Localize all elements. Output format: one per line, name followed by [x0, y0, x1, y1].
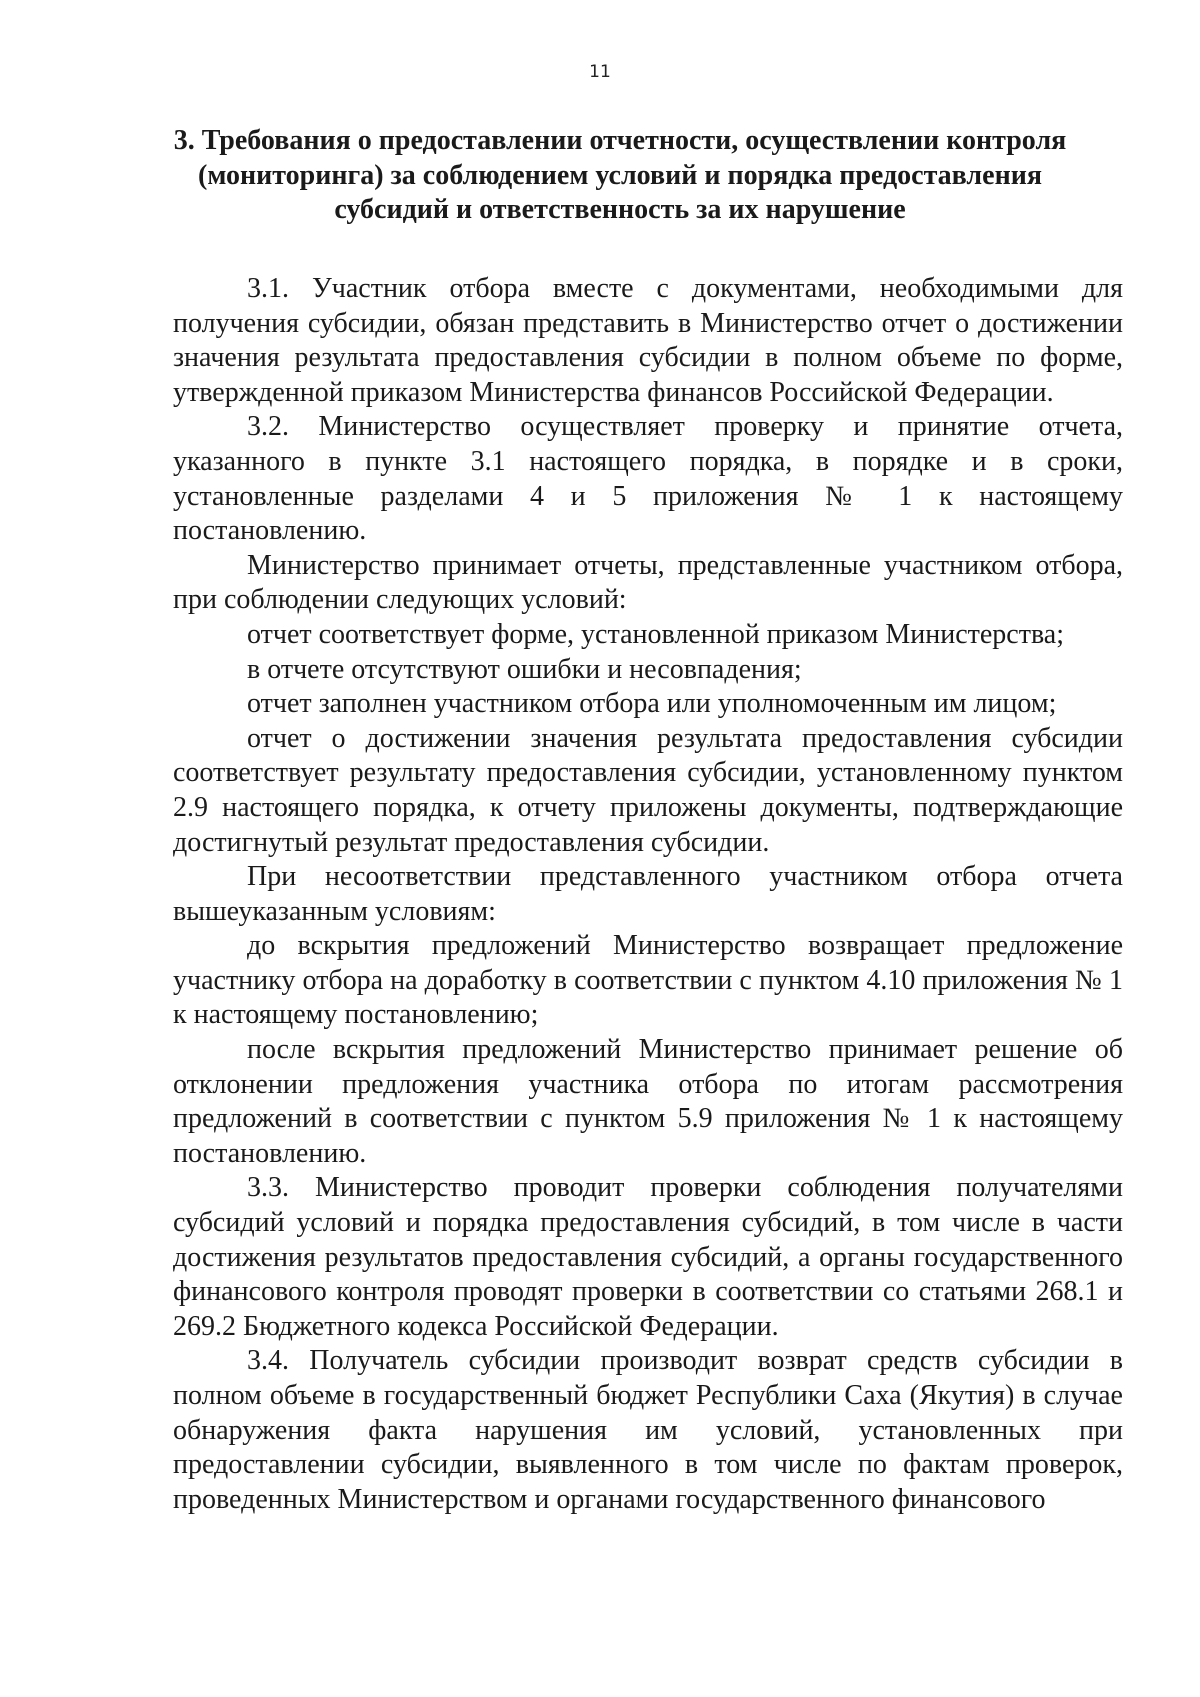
paragraph-nonconformity: При несоответствии представленного участником отбора отчета вышеуказанным условиям: — [173, 861, 1123, 927]
paragraph-3-3: 3.3. Министерство проводит проверки соблюдения получателями субсидий условий и порядка предоставления субсидий, в том числе в части достижения результатов предоставления субсидий, а органы государственного финансового контроля проводят проверки в соответствии со статьями 268.1 и 269.2 Бюджетного кодекса Российской Федерации. — [173, 1172, 1123, 1342]
paragraph-3-4: 3.4. Получатель субсидии производит возврат средств субсидии в полном объеме в государственный бюджет Республики Саха (Якутия) в случае обнаружения факта нарушения им условий, установленных при предоставлении субсидии, выявленного в том числе по фактам проверок, проведенных Министерством и органами государственного финансового — [173, 1345, 1123, 1515]
paragraph-3-2: 3.2. Министерство осуществляет проверку и принятие отчета, указанного в пункте 3.1 настоящего порядка, в порядке и в сроки, установленные разделами 4 и 5 приложения № 1 к настоящему постановлению. — [173, 411, 1123, 547]
nonconformity-item: до вскрытия предложений Министерство возвращает предложение участнику отбора на доработку в соответствии с пунктом 4.10 приложения № 1 к настоящему постановлению; — [173, 930, 1123, 1031]
condition-item: отчет о достижении значения результата предоставления субсидии соответствует результату предоставления субсидии, установленному пунктом 2.9 настоящего порядка, к отчету приложены документы, подтверждающие достигнутый результат предоставления субсидии. — [173, 722, 1123, 858]
section-heading: 3. Требования о предоставлении отчетности, осуществлении контроля (мониторинга) за соблюдением условий и порядка предоставления субсидий и ответственность за их нарушение — [173, 125, 1067, 225]
document-body — [173, 272, 1123, 1517]
paragraph-acceptance-conditions: Министерство принимает отчеты, представленные участником отбора, при соблюдении следующих условий: — [173, 549, 1123, 616]
condition-item: отчет соответствует форме, установленной приказом Министерства; — [247, 618, 1065, 650]
condition-item: в отчете отсутствуют ошибки и несовпадения; — [247, 653, 802, 685]
paragraph-3-1: 3.1. Участник отбора вместе с документами, необходимыми для получения субсидии, обязан представить в Министерство отчет о достижении значения результата предоставления субсидии в полном объеме по форме, утвержденной приказом Министерства финансов Российской Федерации. — [173, 273, 1123, 408]
page-number: 11 — [589, 62, 611, 82]
condition-item: отчет заполнен участником отбора или уполномоченным им лицом; — [247, 688, 1057, 720]
nonconformity-item: после вскрытия предложений Министерство принимает решение об отклонении предложения участника отбора по итогам рассмотрения предложений в соответствии с пунктом 5.9 приложения № 1 к настоящему постановлению. — [173, 1034, 1123, 1169]
